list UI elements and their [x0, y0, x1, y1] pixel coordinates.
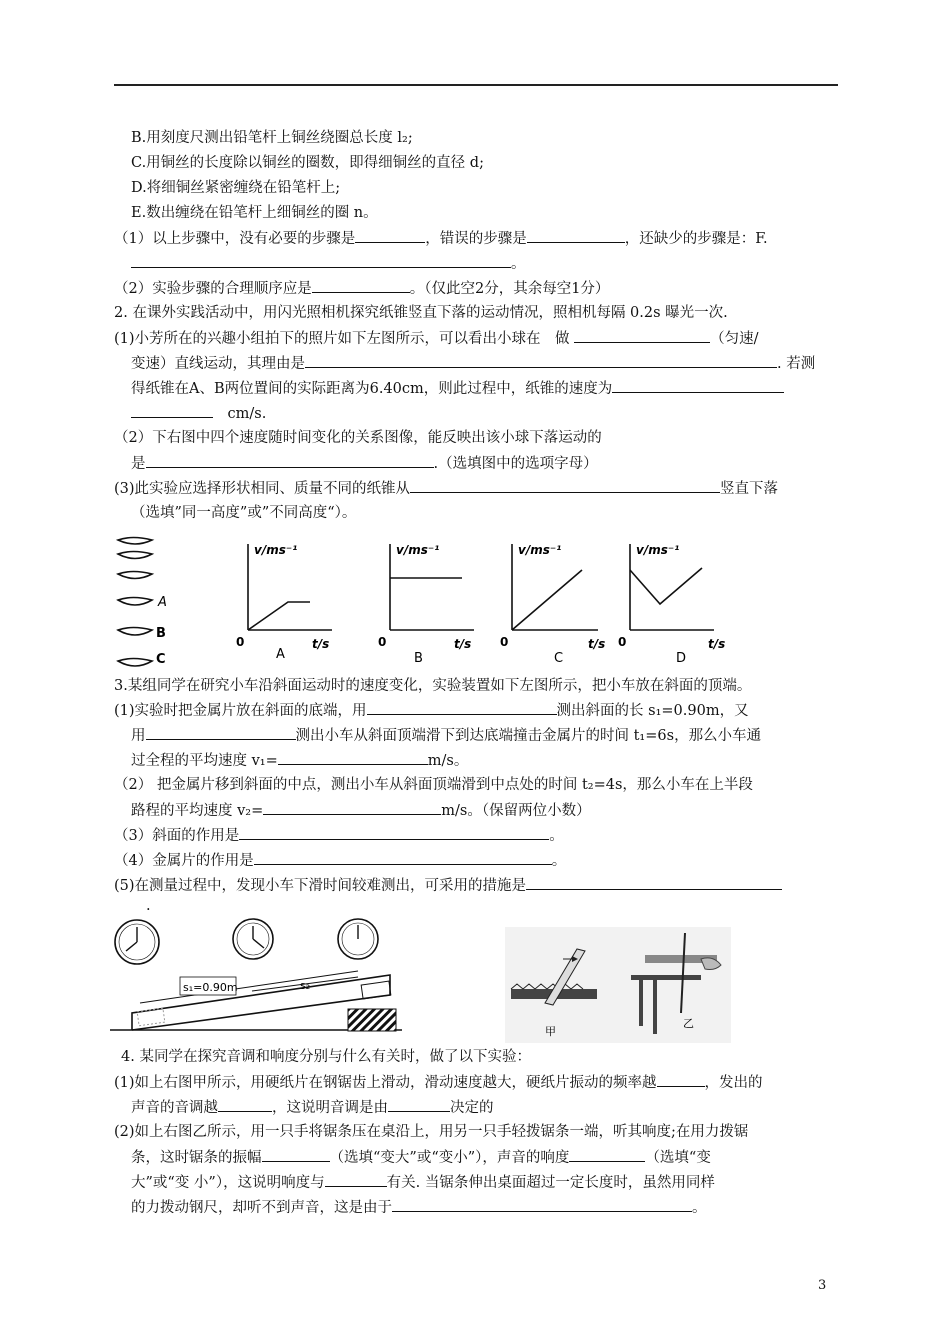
q2-part1-line3: 得纸锥在A、B两位置间的实际距离为6.40cm，则此过程中，纸锥的速度为: [131, 378, 784, 399]
photo-background: [505, 927, 731, 1043]
q3-part5-end: .: [146, 898, 151, 914]
photo-label-yi: 乙: [683, 1017, 694, 1030]
q2-stem: 2. 在课外实践活动中，用闪光照相机探究纸锥竖直下落的运动情况，照相机每隔 0.2s 曝光一次.: [114, 305, 728, 321]
incline-experiment-figure: [110, 915, 402, 1040]
cone-label-a: A: [158, 595, 167, 610]
s1-arrow: [140, 971, 358, 1003]
answer-blank[interactable]: [526, 875, 782, 890]
s2-label: s₂: [300, 979, 311, 992]
q2-part3-line2: （选填”同一高度”或”不同高度“）。: [131, 505, 357, 521]
photo-label-jia: 甲: [545, 1025, 556, 1038]
graph-d-ylabel: v/ms⁻¹: [636, 543, 680, 557]
q3-part5: (5)在测量过程中，发现小车下滑时间较难测出，可采用的措施是: [114, 875, 782, 896]
support-block: [348, 1009, 396, 1031]
graph-c-xlabel: t/s: [588, 637, 606, 651]
q3-part4: （4）金属片的作用是 。: [114, 850, 566, 871]
answer-blank[interactable]: [574, 328, 710, 343]
graph-d-option: D: [676, 651, 687, 666]
q3-part1-line2: 用 测出小车从斜面顶端滑下到达底端撞击金属片的时间 t₁=6s，那么小车通: [131, 725, 761, 746]
q4-part2-line4: 的力拨动钢尺，却听不到声音，这是由于 。: [131, 1197, 707, 1218]
cone-label-c: C: [156, 652, 166, 667]
q2-part2: （2）下右图中四个速度随时间变化的关系图像，能反映出该小球下落运动的: [114, 430, 602, 446]
graph-a-ylabel: v/ms⁻¹: [254, 543, 298, 557]
answer-blank[interactable]: [146, 725, 296, 740]
sound-experiment-photo: [505, 927, 731, 1043]
answer-blank[interactable]: [305, 353, 777, 368]
falling-cones: [118, 538, 152, 667]
q4-stem: 4. 某同学在探究音调和响度分别与什么有关时，做了以下实验：: [121, 1049, 531, 1065]
q4-part2-line2: 条，这时锯条的振幅 （选填“变大”或“变小”），声音的响度 （选填“变: [131, 1147, 711, 1168]
q2-part1-line2: 变速）直线运动，其理由是 . 若测: [131, 353, 815, 374]
graph-c-option: C: [554, 651, 564, 666]
answer-blank[interactable]: [355, 228, 425, 243]
answer-blank[interactable]: [218, 1097, 272, 1112]
page-number: 3: [818, 1278, 827, 1293]
answer-blank[interactable]: [254, 850, 552, 865]
answer-blank[interactable]: [278, 750, 428, 765]
answer-blank[interactable]: [131, 403, 213, 418]
q2-part2-line2: 是 .（选填图中的选项字母）: [131, 453, 598, 474]
q3-part1-line3: 过全程的平均速度 v₁= m/s。: [131, 750, 468, 771]
graph-b-origin: 0: [378, 635, 387, 649]
answer-blank[interactable]: [392, 1197, 692, 1212]
q1-part1-cont: 。: [131, 253, 526, 274]
answer-blank[interactable]: [367, 700, 557, 715]
graph-b-option: B: [414, 651, 423, 666]
graph-c-origin: 0: [500, 635, 509, 649]
answer-blank[interactable]: [612, 378, 784, 393]
cone-label-b: B: [156, 626, 166, 641]
stopwatch-icon: [233, 919, 273, 959]
q1-step-b: B.用刻度尺测出铅笔杆上铜丝绕圈总长度 l₂;: [131, 130, 413, 146]
s1-label: s₁=0.90m: [183, 981, 238, 994]
graph-a-xlabel: t/s: [312, 637, 330, 651]
q4-part2: (2)如上右图乙所示，用一只手将锯条压在桌沿上，用另一只手轻拨锯条一端，听其响度;在用力拨锯: [114, 1124, 749, 1140]
answer-blank[interactable]: [527, 228, 625, 243]
answer-blank[interactable]: [131, 253, 511, 268]
stopwatch-icon: [115, 920, 159, 964]
header-rule: [114, 84, 838, 86]
graph-a-line: [248, 602, 310, 630]
q2-part1-line4: cm/s.: [131, 403, 266, 424]
graph-d-origin: 0: [618, 635, 627, 649]
graph-c-ylabel: v/ms⁻¹: [518, 543, 562, 557]
answer-blank[interactable]: [312, 278, 410, 293]
table-leg: [653, 980, 657, 1034]
answer-blank[interactable]: [569, 1147, 645, 1162]
table-top: [631, 975, 701, 980]
q4-part2-line3: 大”或“变 小”），这说明响度与 有关. 当锯条伸出桌面超过一定长度时，虽然用同样: [131, 1172, 715, 1193]
answer-blank[interactable]: [263, 800, 441, 815]
q3-part3: （3）斜面的作用是 。: [114, 825, 564, 846]
table-leg: [639, 980, 643, 1026]
q1-step-c: C.用铜丝的长度除以铜丝的圈数，即得细铜丝的直径 d;: [131, 155, 484, 171]
q3-part1: (1)实验时把金属片放在斜面的底端，用 测出斜面的长 s₁=0.90m，又: [114, 700, 749, 721]
graph-c-line: [512, 570, 582, 630]
q2-part3: (3)此实验应选择形状相同、质量不同的纸锥从 竖直下落: [114, 478, 778, 499]
stopwatch-icon: [338, 919, 378, 959]
cone-and-velocity-graphs: [110, 530, 750, 670]
q4-part1-line2: 声音的音调越 ，这说明音调是由 决定的: [131, 1097, 494, 1118]
q3-part2: （2） 把金属片移到斜面的中点，测出小车从斜面顶端滑到中点处的时间 t₂=4s，那么小车在上半段: [114, 777, 753, 793]
answer-blank[interactable]: [410, 478, 720, 493]
graph-d-xlabel: t/s: [708, 637, 726, 651]
answer-blank[interactable]: [325, 1172, 387, 1187]
answer-blank[interactable]: [657, 1072, 705, 1087]
answer-blank[interactable]: [146, 453, 434, 468]
answer-blank[interactable]: [388, 1097, 450, 1112]
q1-step-d: D.将细铜丝紧密缠绕在铅笔杆上;: [131, 180, 341, 196]
answer-blank[interactable]: [262, 1147, 330, 1162]
q4-part1: (1)如上右图甲所示，用硬纸片在钢锯齿上滑动，滑动速度越大，硬纸片振动的频率越 ，发出的: [114, 1072, 763, 1093]
graph-a-option: A: [276, 647, 285, 662]
q3-part2-line2: 路程的平均速度 v₂= m/s。（保留两位小数）: [131, 800, 591, 821]
q1-step-e: E.数出缠绕在铅笔杆上细铜丝的圈 n。: [131, 205, 378, 221]
q2-part1: (1)小芳所在的兴趣小组拍下的照片如下左图所示，可以看出小球在 做 （匀速/: [114, 328, 759, 349]
q1-part2: （2）实验步骤的合理顺序应是 。（仅此空2分，其余每空1分）: [114, 278, 609, 299]
answer-blank[interactable]: [239, 825, 549, 840]
graph-b-ylabel: v/ms⁻¹: [396, 543, 440, 557]
graph-d-line: [630, 568, 702, 604]
graph-a-origin: 0: [236, 635, 245, 649]
graph-b-xlabel: t/s: [454, 637, 472, 651]
q3-stem: 3.某组同学在研究小车沿斜面运动时的速度变化，实验装置如下左图所示，把小车放在斜面的顶端。: [114, 678, 752, 694]
q1-part1: （1）以上步骤中，没有必要的步骤是 ，错误的步骤是 ，还缺少的步骤是：F.: [114, 228, 768, 249]
